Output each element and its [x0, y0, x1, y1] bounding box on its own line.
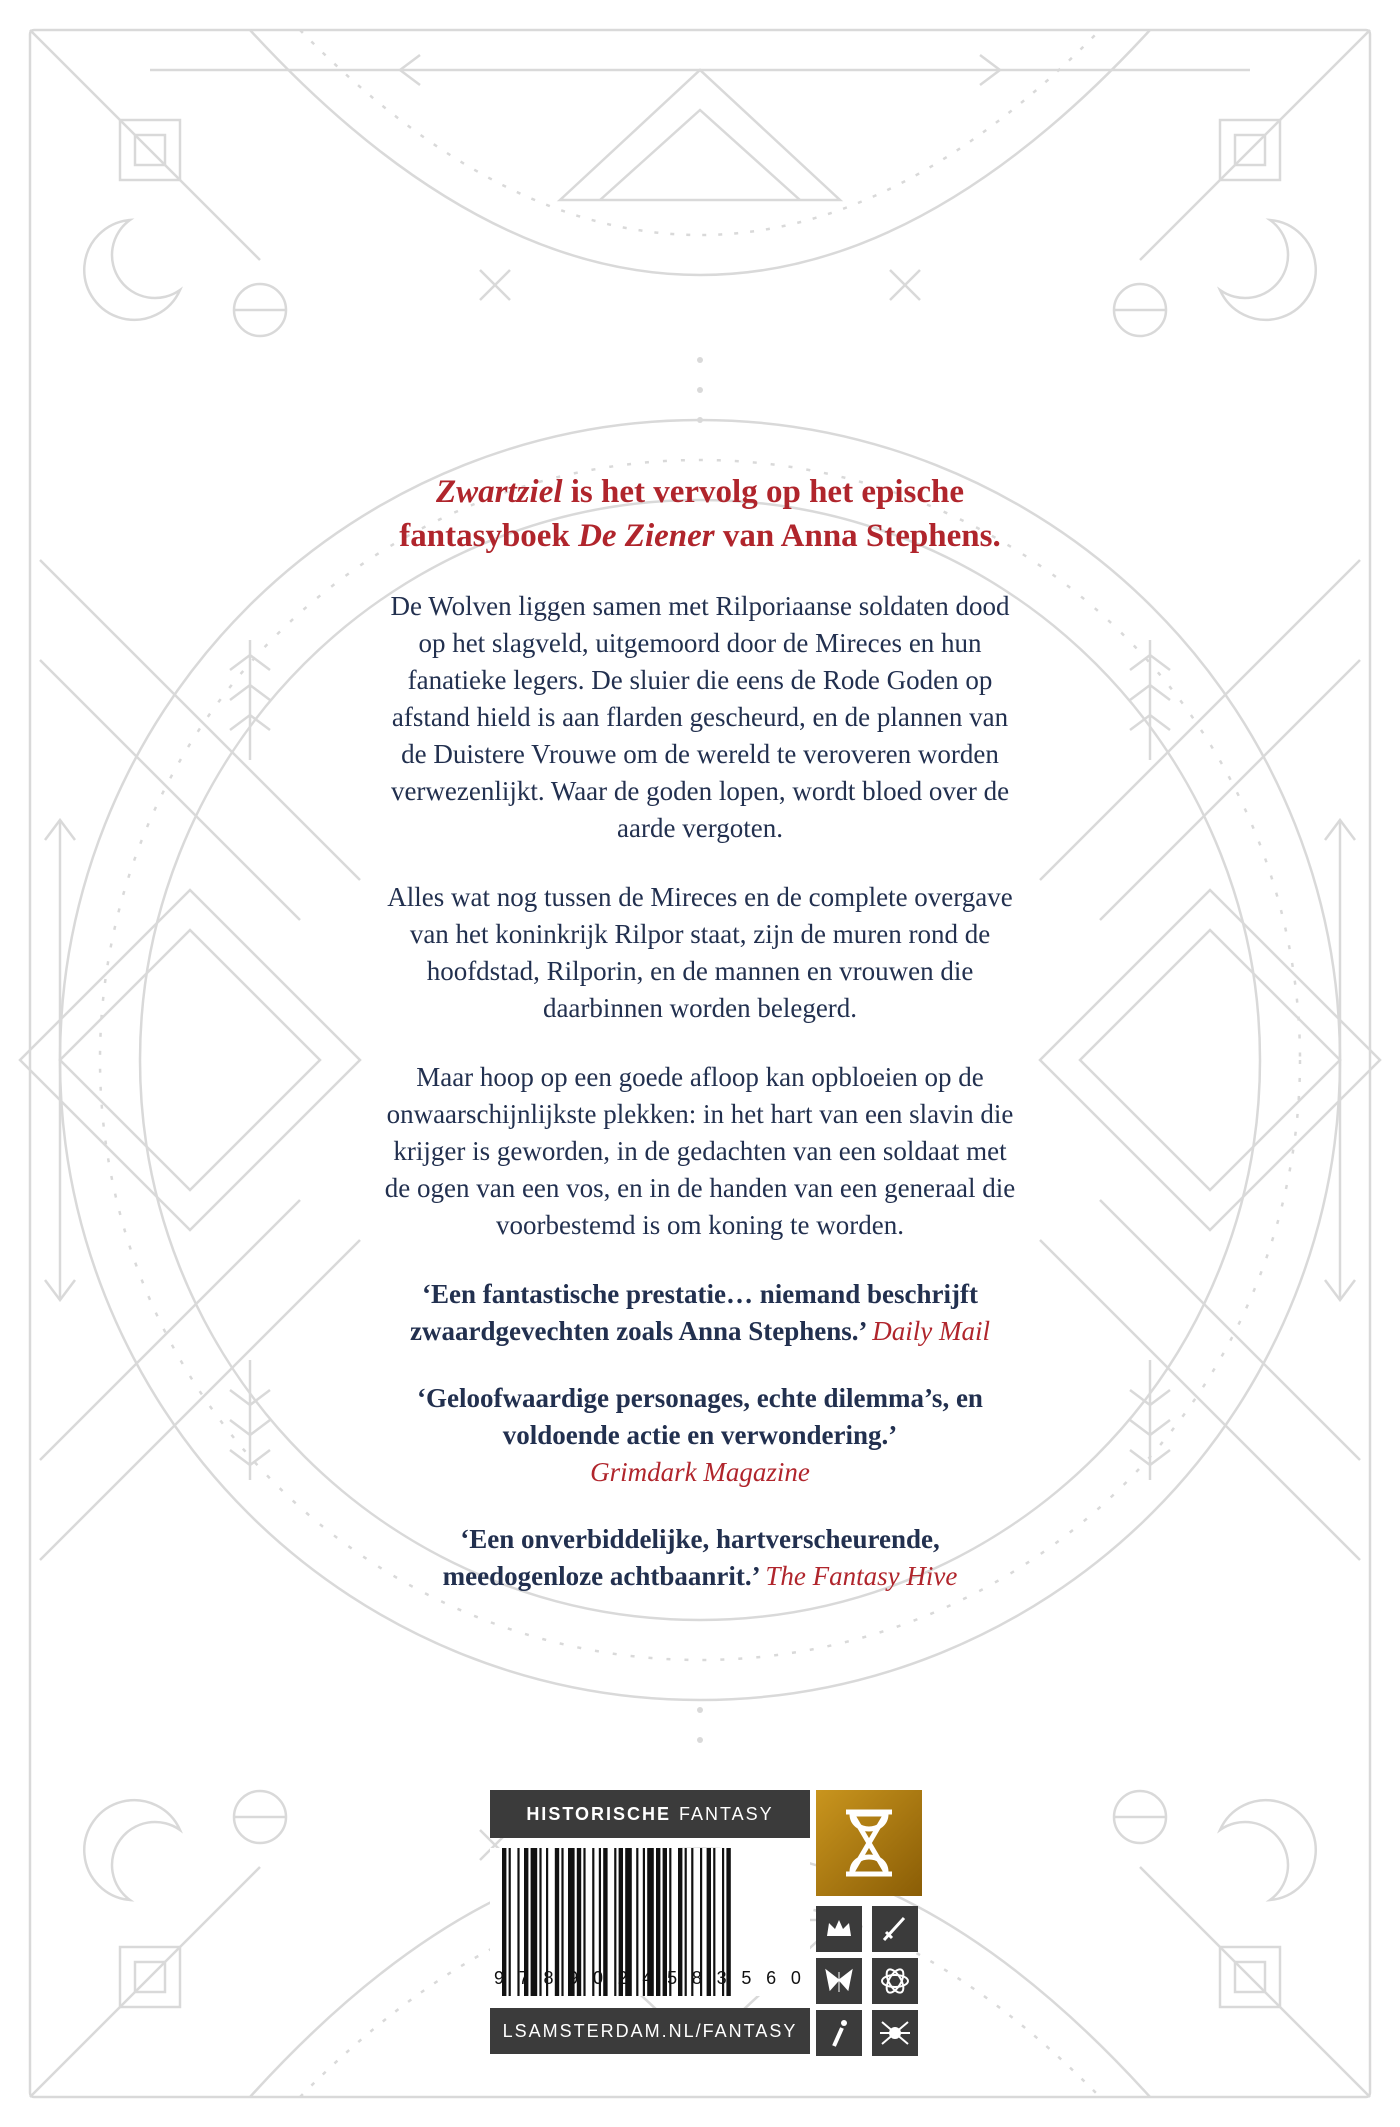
isbn-number [490, 1968, 810, 1996]
review-quote-1: ‘Een fantastische prestatie… niemand beschrijft zwaardgevechten zoals Anna Stephens.’ Daily Mail [410, 1279, 990, 1346]
intro-line: Zwartziel is het vervolg op het epische fantasyboek De Ziener van Anna Stephens. [399, 474, 1001, 554]
barcode-block [490, 1790, 922, 2055]
isbn-digit: 5 [667, 1968, 683, 1988]
review-source: Daily Mail [872, 1316, 990, 1346]
isbn-digit: 9 [568, 1968, 584, 1988]
isbn-digit: 3 [716, 1968, 732, 1988]
isbn-digit: 5 [741, 1968, 757, 1988]
blurb-paragraph-3: Maar hoop op een goede afloop kan opbloeien op de onwaarschijnlijkste plekken: in het hart van een slavin die krijger is geworden, in de gedachten van een soldaat met de ogen van een vos, en in de handen van een generaal die voorbestemd is om koning te worden. [384, 1062, 1016, 1240]
crown-icon [816, 1906, 862, 1952]
spider-icon [872, 2010, 918, 2056]
review-quote-2: ‘Geloofwaardige personages, echte dilemma’s, en voldoende actie en verwondering.’ Grimdark Magazine [417, 1383, 983, 1487]
atom-icon [872, 1958, 918, 2004]
publisher-url[interactable]: LSAMSTERDAM.NL/FANTASY [490, 2008, 810, 2054]
isbn-digit: 2 [617, 1968, 633, 1988]
isbn-digit: 0 [592, 1968, 608, 1988]
isbn-digit: 8 [543, 1968, 559, 1988]
genre-icons [816, 1906, 922, 2056]
isbn-digit: 8 [691, 1968, 707, 1988]
back-cover-text [380, 470, 1020, 1625]
review-source: The Fantasy Hive [765, 1561, 958, 1591]
isbn-digit: 4 [642, 1968, 658, 1988]
blurb-paragraph-2: Alles wat nog tussen de Mireces en de complete overgave van het koninkrijk Rilpor staat, zijn de muren rond de hoofdstad, Rilporin, en de mannen en vrouwen die daarbinnen worden belegerd. [387, 882, 1013, 1023]
review-source: Grimdark Magazine [590, 1457, 810, 1487]
sword-icon [872, 1906, 918, 1952]
blurb-paragraph-1: De Wolven liggen samen met Rilporiaanse soldaten dood op het slagveld, uitgemoord door de Mireces en hun fanatieke legers. De sluier die eens de Rode Goden op afstand hield is aan flarden gescheurd, en de plannen van de Duistere Vrouwe om de wereld te veroveren worden verwezenlijkt. Waar de goden lopen, wordt bloed over de aarde vergoten. [390, 591, 1010, 843]
isbn-digit: 7 [518, 1968, 534, 1988]
wand-icon [816, 2010, 862, 2056]
book-title: Zwartziel [436, 474, 563, 510]
isbn-digit: 0 [790, 1968, 806, 1988]
review-quote-3: ‘Een onverbiddelijke, hartverscheurende, meedogenloze achtbaanrit.’ The Fantasy Hive [442, 1524, 958, 1591]
isbn-digit: 6 [766, 1968, 782, 1988]
previous-book-title: De Ziener [578, 518, 715, 554]
butterfly-icon [816, 1958, 862, 2004]
isbn-digit: 9 [494, 1968, 510, 1988]
genre-label: HISTORISCHE FANTASY [490, 1790, 810, 1838]
hourglass-icon [816, 1790, 922, 1896]
